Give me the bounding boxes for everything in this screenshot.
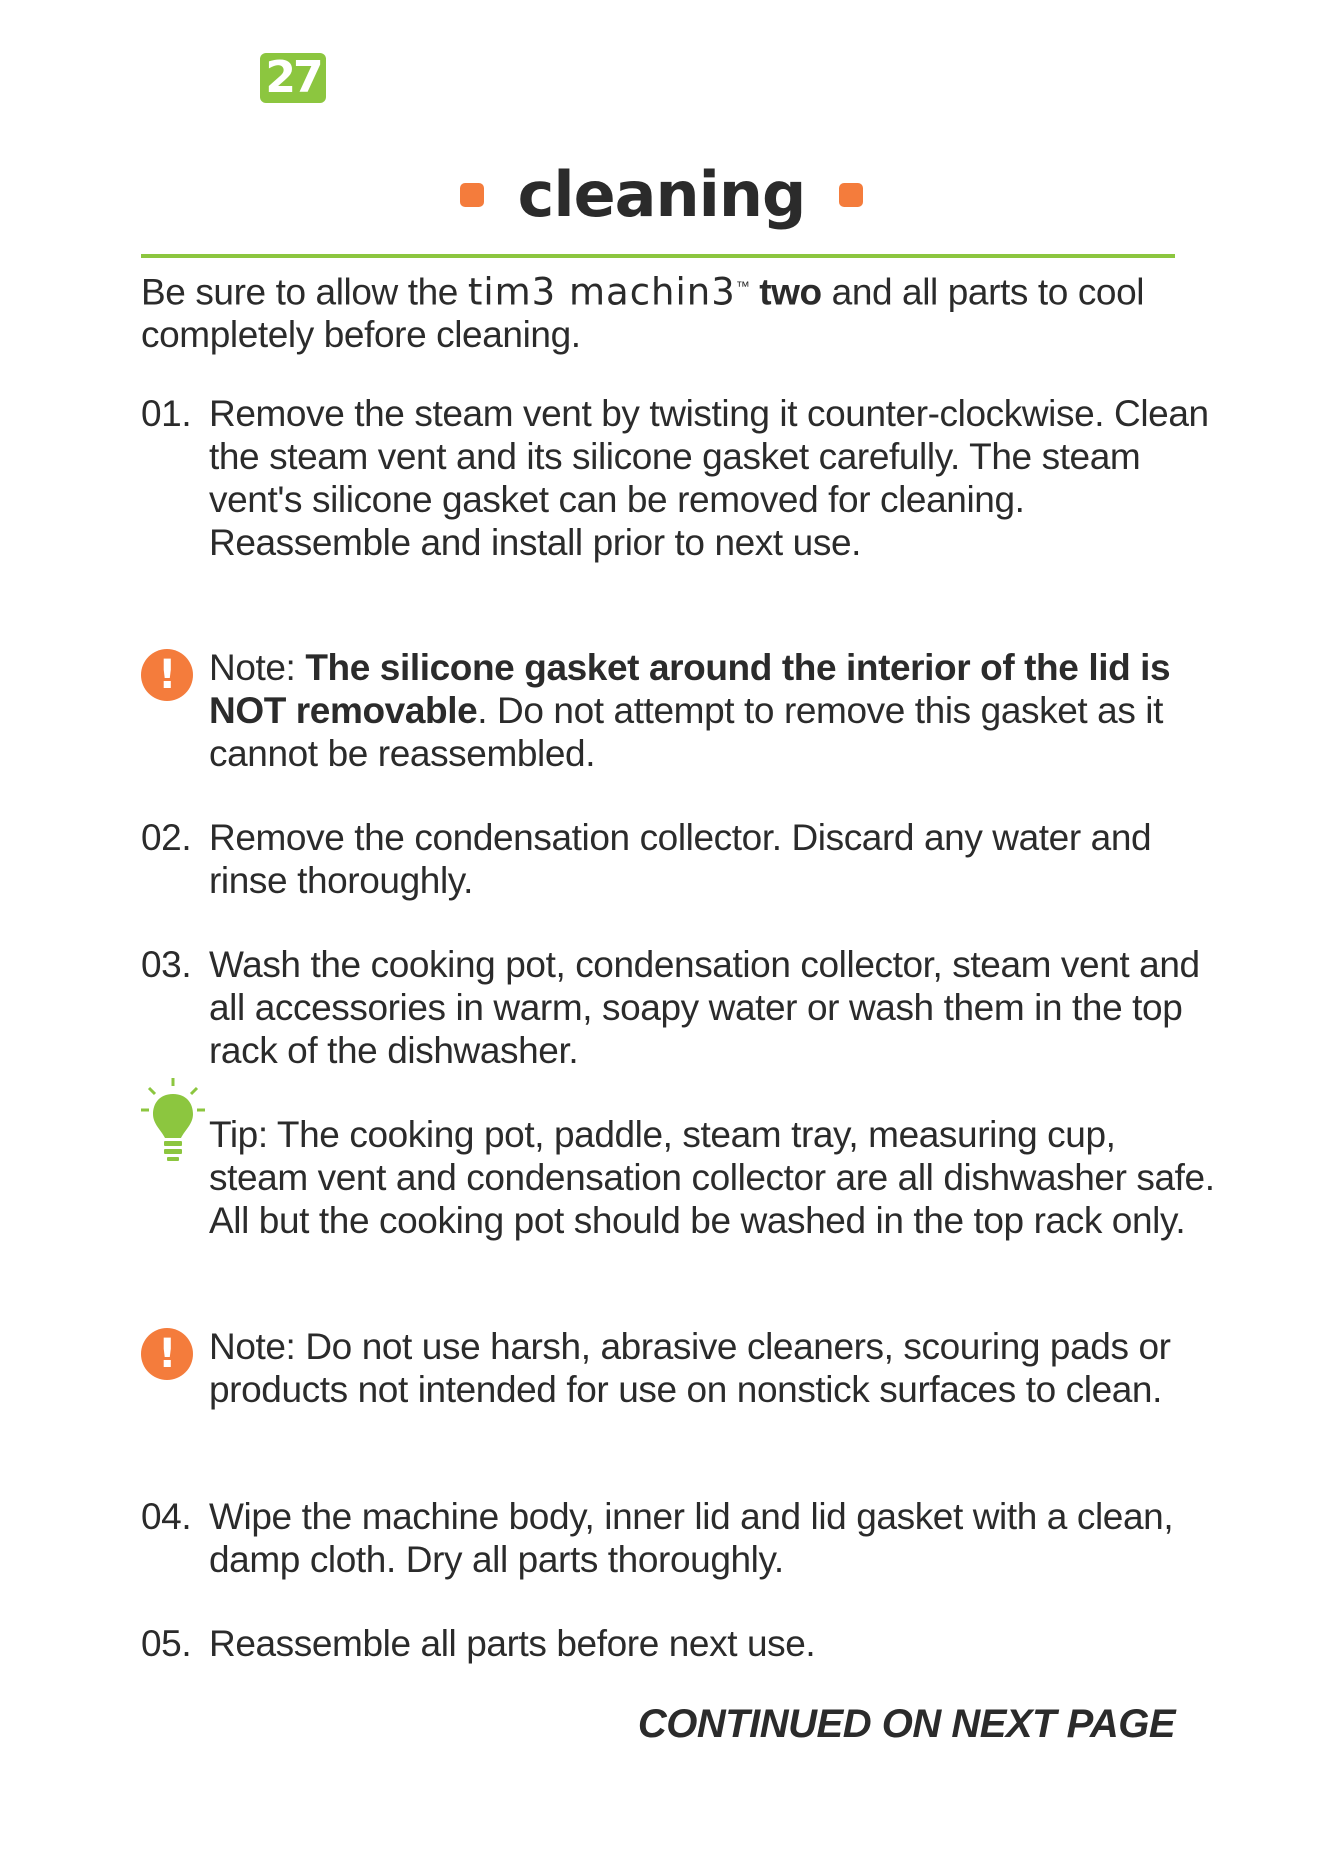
tip-callout [141, 1113, 1221, 1242]
step-02 [141, 816, 1221, 902]
note-callout-2 [141, 1325, 1221, 1411]
step-04 [141, 1495, 1221, 1581]
continued-notice: CONTINUED ON NEXT PAGE [637, 1702, 1175, 1746]
intro-bold: two [749, 271, 822, 313]
step-05 [141, 1622, 1221, 1665]
step-text: Remove the steam vent by twisting it counter-clockwise. Clean the steam vent and its silicone gasket carefully. The steam vent's silicone gasket can be removed for cleaning. Reassemble and install prior to next use. [209, 393, 1209, 563]
step-text: Wash the cooking pot, condensation collector, steam vent and all accessories in warm, soapy water or wash them in the top rack of the dishwasher. [209, 944, 1200, 1071]
note-bold: The silicone gasket around the interior of the lid is NOT removable [209, 647, 1171, 731]
step-text: Remove the condensation collector. Discard any water and rinse thoroughly. [209, 817, 1152, 901]
note-text [209, 646, 1221, 775]
exclamation-circle-icon: ! [141, 649, 193, 701]
note-callout-1 [141, 646, 1221, 775]
step-number: 04. [141, 1496, 192, 1537]
intro-after: and all parts to cool completely before cleaning. [141, 271, 1145, 356]
step-number: 03. [141, 944, 192, 985]
title-bullet-right [839, 183, 863, 207]
intro-before: Be sure to allow the [141, 271, 468, 313]
step-number: 02. [141, 817, 192, 858]
note-text: Note: Do not use harsh, abrasive cleaners, scouring pads or products not intended for use on nonstick surfaces to clean. [209, 1326, 1171, 1410]
intro-paragraph [141, 265, 1221, 356]
title-divider [141, 254, 1175, 258]
step-03 [141, 943, 1221, 1072]
lightbulb-icon [141, 1078, 205, 1188]
page-number-badge: 27 [260, 53, 326, 103]
tip-text: Tip: The cooking pot, paddle, steam tray, measuring cup, steam vent and condensation collector are all dishwasher safe. All but the cooking pot should be washed in the top rack only. [209, 1114, 1215, 1241]
exclamation-circle-icon: ! [141, 1328, 193, 1380]
page-title: cleaning [517, 158, 806, 231]
title-bullet-left [460, 183, 484, 207]
section-header [0, 150, 1323, 240]
step-number: 01. [141, 393, 192, 434]
step-01 [141, 392, 1221, 564]
brand-name: tim3 machin3 [467, 270, 736, 314]
step-text: Reassemble all parts before next use. [209, 1623, 816, 1664]
step-number: 05. [141, 1623, 192, 1664]
note-prefix: Note: [209, 647, 306, 688]
step-text: Wipe the machine body, inner lid and lid gasket with a clean, damp cloth. Dry all parts thoroughly. [209, 1496, 1174, 1580]
trademark-symbol: ™ [735, 278, 750, 294]
note-rest: . Do not attempt to remove this gasket as it cannot be reassembled. [209, 690, 1164, 774]
